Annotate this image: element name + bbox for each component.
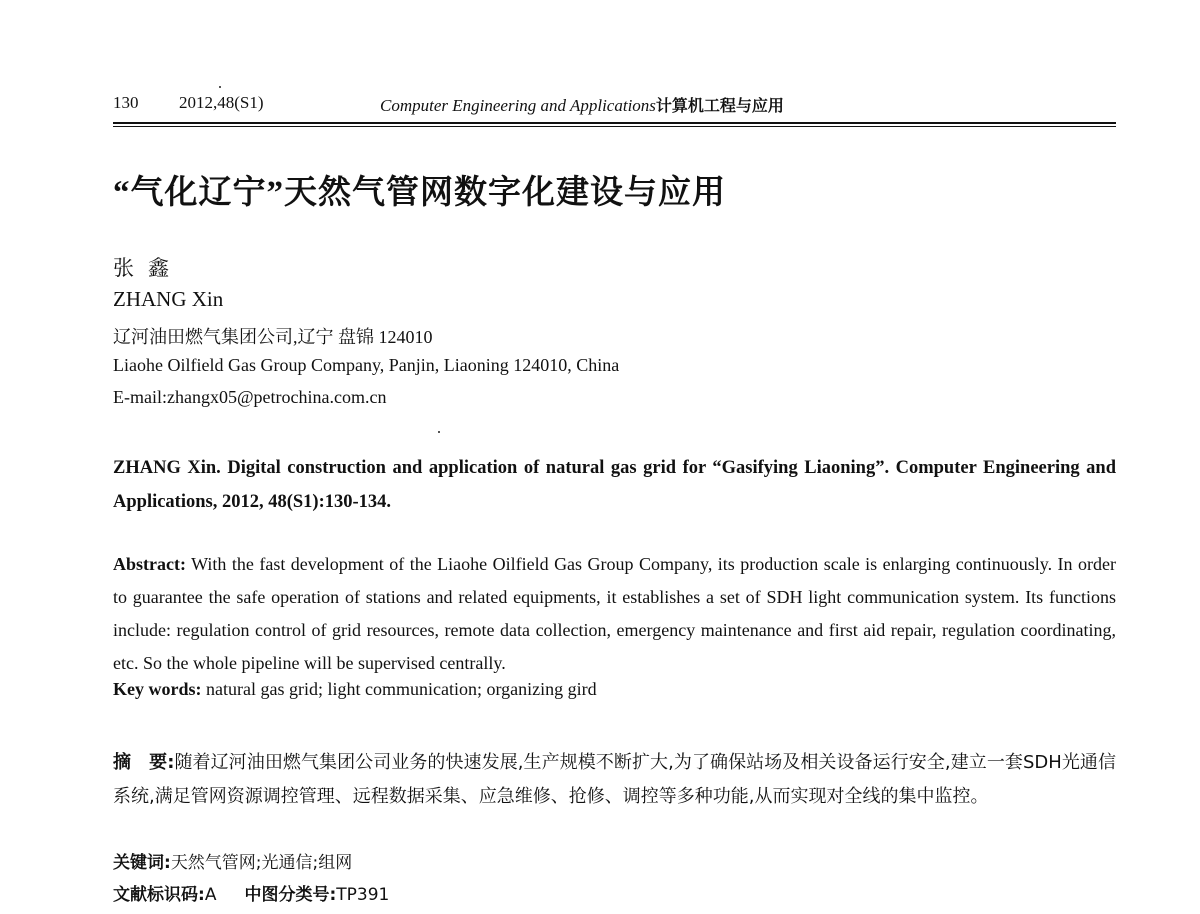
keywords-cn <box>113 848 352 873</box>
journal-name-en: Computer Engineering and Applications <box>380 96 656 115</box>
paper-title: “气化辽宁”天然气管网数字化建设与应用 <box>113 175 726 211</box>
header-rule-thin <box>113 126 1116 127</box>
abstract-en <box>113 548 1116 680</box>
affiliation-cn: 辽河油田燃气集团公司,辽宁 盘锦 124010 <box>113 327 433 347</box>
page-number: 130 <box>113 93 139 112</box>
abstract-en-label: Abstract: <box>113 554 186 574</box>
citation: ZHANG Xin. Digital construction and application of natural gas grid for “Gasifying Liaoning”. Computer Engineering and Applications, 2012, 48(S1):130-134. <box>113 458 1116 512</box>
abstract-en-text: With the fast development of the Liaohe Oilfield Gas Group Company, its production scale is enlarging continuously. In order to guarantee the safe operation of stations and related equipments, it establishes a set of SDH light communication system. Its functions include: regulation control of grid resources, remote data collection, emergency maintenance and first aid repair, regulation coordinating, etc. So the whole pipeline will be supervised centrally. <box>113 554 1116 673</box>
classification-line <box>113 880 389 905</box>
abstract-cn-text: 随着辽河油田燃气集团公司业务的快速发展,生产规模不断扩大,为了确保站场及相关设备运行安全,建立一套SDH光通信系统,满足管网资源调控管理、远程数据采集、应急维修、抢修、调控等多种功能,从而实现对全线的集中监控。 <box>113 752 1116 807</box>
scan-speck <box>219 86 221 88</box>
author-name-en: ZHANG Xin <box>113 287 224 311</box>
affiliation-en: Liaohe Oilfield Gas Group Company, Panjin, Liaoning 124010, China <box>113 355 620 375</box>
scan-speck <box>438 431 440 433</box>
author-email: E-mail:zhangx05@petrochina.com.cn <box>113 387 387 407</box>
journal-name-cn: 计算机工程与应用 <box>655 96 784 115</box>
abstract-cn <box>113 746 1116 814</box>
clc-code: TP391 <box>336 885 390 905</box>
clc-label: 中图分类号: <box>244 885 337 905</box>
abstract-cn-label: 摘 要: <box>113 752 175 773</box>
journal-name <box>380 93 784 116</box>
keywords-en-label: Key words: <box>113 679 202 699</box>
keywords-cn-text: 天然气管网;光通信;组网 <box>170 853 353 873</box>
header-rule-thick <box>113 122 1116 124</box>
doc-code-label: 文献标识码: <box>113 885 205 905</box>
issue-info: 2012,48(S1) <box>179 93 264 112</box>
keywords-cn-label: 关键词: <box>113 853 171 873</box>
doc-code: A <box>204 885 217 905</box>
keywords-en <box>113 679 597 700</box>
keywords-en-text: natural gas grid; light communication; organizing gird <box>206 679 597 699</box>
author-name-cn: 张鑫 <box>113 256 183 280</box>
